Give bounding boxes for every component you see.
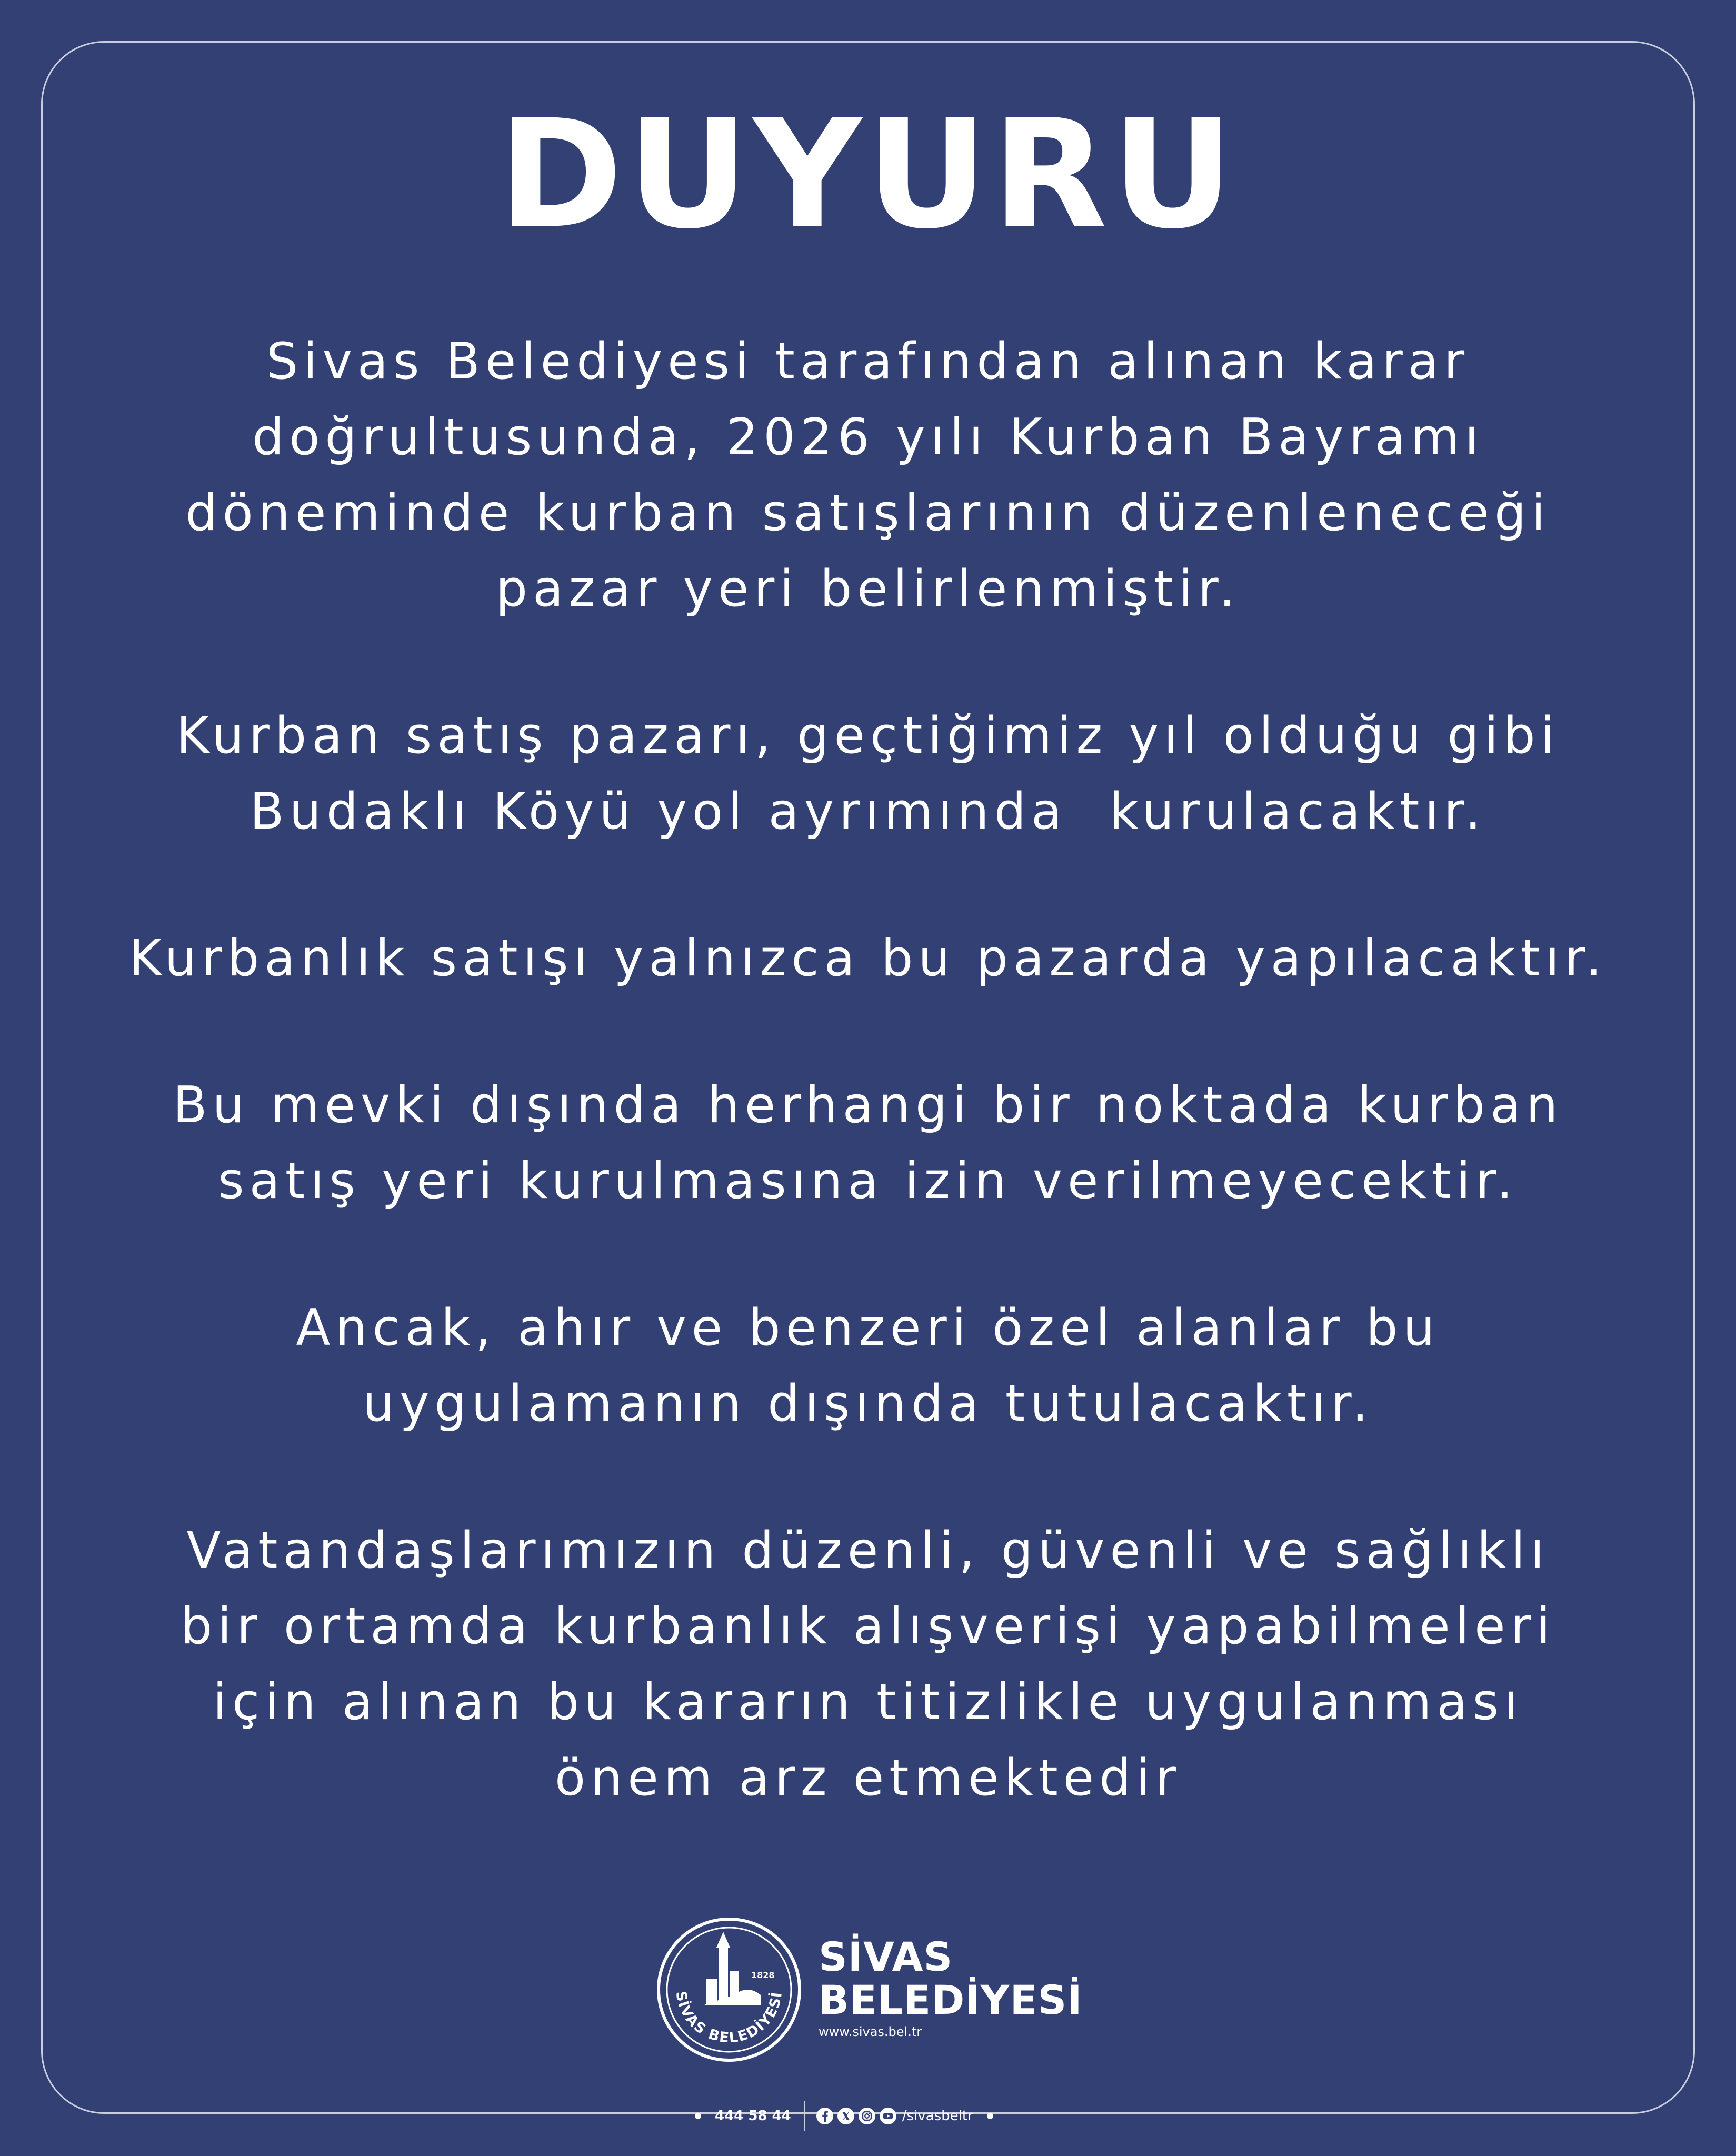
- seal-text: SİVAS BELEDİYESİ: [672, 1990, 786, 2047]
- text-line: Kurbanlık satışı yalnızca bu pazarda yapılacaktır.: [129, 930, 1607, 987]
- sivas-belediyesi-logo: [655, 1916, 1083, 2063]
- text-line: önem arz etmektedir: [554, 1749, 1181, 1807]
- paragraph-2: [105, 698, 1631, 850]
- facebook-icon[interactable]: [816, 2107, 834, 2125]
- paragraph-3: [105, 921, 1631, 996]
- text-line: Kurban satış pazarı, geçtiğimiz yıl olduğu gibi: [176, 707, 1560, 765]
- divider: [804, 2101, 805, 2131]
- text-line: bir ortamda kurbanlık alışverişi yapabilmeleri: [181, 1598, 1555, 1655]
- bullet-dot: [987, 2113, 993, 2119]
- paragraph-5: [105, 1290, 1631, 1442]
- social-handle[interactable]: /sivasbeltr: [902, 2108, 973, 2124]
- paragraph-6: [105, 1513, 1631, 1816]
- seal-year: 1828: [751, 1970, 775, 1980]
- brand-name-line2: BELEDİYESİ: [819, 1977, 1083, 2023]
- text-line: için alınan bu kararın titizlikle uygulanması: [213, 1673, 1523, 1731]
- brand-name-line1: SİVAS: [819, 1933, 953, 1980]
- brand-name: [819, 1933, 1083, 2039]
- text-line: Bu mevki dışında herhangi bir noktada kurban: [173, 1076, 1563, 1134]
- bullet-dot: [695, 2113, 701, 2119]
- text-line: uygulamanın dışında tutulacaktır.: [363, 1375, 1373, 1433]
- text-line: pazar yeri belirlenmiştir.: [495, 560, 1241, 618]
- text-line: Sivas Belediyesi tarafından alınan karar: [266, 333, 1470, 391]
- paragraph-1: [105, 324, 1631, 627]
- website-url[interactable]: www.sivas.bel.tr: [819, 2024, 922, 2039]
- paragraph-4: [105, 1067, 1631, 1219]
- page-title: DUYURU: [498, 87, 1238, 262]
- youtube-icon[interactable]: [879, 2107, 897, 2125]
- announcement-body: [105, 324, 1631, 1816]
- footer-contact-bar: [0, 2100, 1736, 2132]
- phone-number[interactable]: 444 58 44: [715, 2108, 791, 2124]
- text-line: satış yeri kurulmasına izin verilmeyecektir.: [218, 1152, 1518, 1210]
- text-line: döneminde kurban satışlarının düzenleneceği: [185, 484, 1551, 542]
- instagram-icon[interactable]: [858, 2107, 876, 2125]
- x-icon[interactable]: [837, 2107, 855, 2125]
- text-line: doğrultusunda, 2026 yılı Kurban Bayramı: [252, 408, 1484, 466]
- municipality-seal-icon: [655, 1916, 803, 2063]
- text-line: Ancak, ahır ve benzeri özel alanlar bu: [296, 1299, 1440, 1357]
- text-line: Budaklı Köyü yol ayrımında kurulacaktır.: [250, 783, 1486, 841]
- text-line: Vatandaşlarımızın düzenli, güvenli ve sağlıklı: [186, 1522, 1550, 1580]
